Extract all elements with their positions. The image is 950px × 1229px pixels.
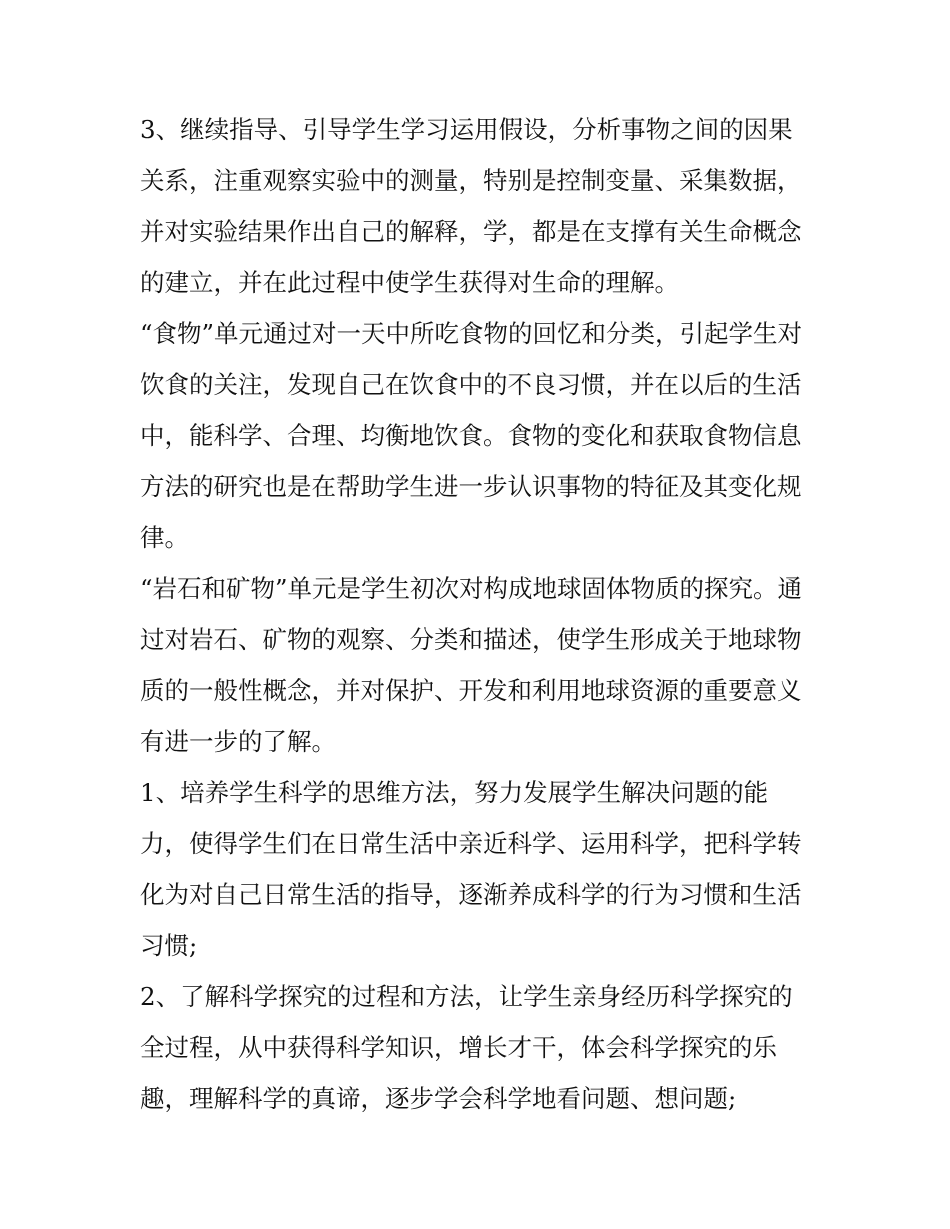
text-line: 1、培养学生科学的思维方法，努力发展学生解决问题的能 (140, 778, 769, 807)
text-line: 全过程，从中获得科学知识，增长才干，体会科学探究的乐 (140, 1033, 777, 1062)
text-line: 饮食的关注，发现自己在饮食中的不良习惯，并在以后的生活 (140, 370, 802, 399)
text-line: 关系，注重观察实验中的测量，特别是控制变量、采集数据， (140, 166, 802, 195)
document-body (140, 104, 820, 1124)
text-line: “食物”单元通过对一天中所吃食物的回忆和分类，引起学生对 (140, 319, 803, 348)
text-line: 质的一般性概念，并对保护、开发和利用地球资源的重要意义 (140, 676, 802, 705)
text-line: 趣，理解科学的真谛，逐步学会科学地看问题、想问题; (140, 1084, 737, 1113)
text-line: 中，能科学、合理、均衡地饮食。食物的变化和获取食物信息 (140, 421, 802, 450)
text-line: 过对岩石、矿物的观察、分类和描述，使学生形成关于地球物 (140, 625, 802, 654)
text-line: 律。 (140, 523, 189, 552)
text-line: 的建立，并在此过程中使学生获得对生命的理解。 (140, 268, 679, 297)
text-line: 化为对自己日常生活的指导，逐渐养成科学的行为习惯和生活 (140, 880, 802, 909)
text-line: 习惯; (140, 931, 198, 960)
text-line: 并对实验结果作出自己的解释，学，都是在支撑有关生命概念 (140, 217, 802, 246)
text-line: 力，使得学生们在日常生活中亲近科学、运用科学，把科学转 (140, 829, 802, 858)
text-line: 有进一步的了解。 (140, 727, 336, 756)
text-line: 3、继续指导、引导学生学习运用假设，分析事物之间的因果 (140, 115, 793, 144)
text-line: “岩石和矿物”单元是学生初次对构成地球固体物质的探究。通 (140, 574, 803, 603)
text-line: 方法的研究也是在帮助学生进一步认识事物的特征及其变化规 (140, 472, 802, 501)
text-line: 2、了解科学探究的过程和方法，让学生亲身经历科学探究的 (140, 982, 793, 1011)
